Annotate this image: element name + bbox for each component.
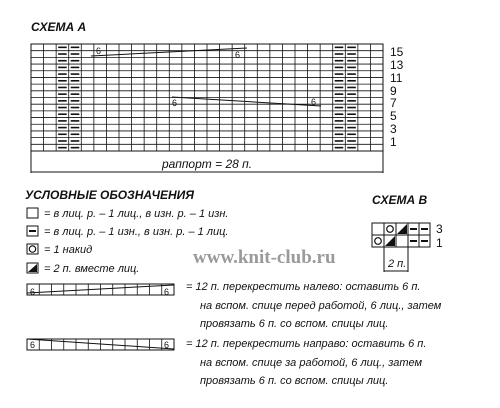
cable-right-text: на вспом. спице за работой, 6 лиц., затем: [200, 357, 423, 369]
cable-left-text: = 12 п. перекрестить налево: оставить 6 п.: [186, 281, 421, 293]
cable-left-text: на вспом. спице перед работой, 6 лиц., затем: [200, 300, 442, 312]
legend-text: = 2 п. вместе лиц.: [44, 263, 140, 275]
cable-top-label-left: 6: [96, 46, 102, 56]
legend-text: = в лиц. р. – 1 изн., в изн. р. – 1 лиц.: [44, 226, 229, 238]
legend-title: УСЛОВНЫЕ ОБОЗНАЧЕНИЯ: [25, 188, 195, 202]
scheme-b-title: СХЕМА В: [372, 193, 428, 207]
watermark: www.knit-club.ru: [193, 247, 336, 268]
legend-text: = 1 накид: [44, 244, 93, 256]
legend-text: = в лиц. р. – 1 лиц., в изн. р. – 1 изн.: [44, 208, 229, 220]
empty-cell-icon: [27, 208, 38, 218]
cable-right-label-left: 6: [30, 340, 36, 350]
legend-item-yarn-over: [27, 244, 92, 256]
cable-right-text: провязать 6 п. со вспом. спицы лиц.: [200, 375, 389, 387]
cable-left-symbol: [27, 284, 174, 297]
row-number: 5: [390, 109, 397, 123]
cable-right-text: = 12 п. перекрестить направо: оставить 6 п.: [186, 338, 427, 350]
scheme-b-row-number: 1: [436, 236, 443, 250]
row-number: 9: [390, 84, 397, 98]
cable-bottom-label-left: 6: [172, 98, 178, 108]
cable-right-symbol: [27, 339, 174, 350]
cable-top-label-right: 6: [235, 50, 241, 60]
legend-item-purl: [27, 226, 228, 238]
scheme-a-repeat-bracket: [31, 151, 383, 173]
cable-bottom-label-right: 6: [311, 97, 317, 107]
row-number: 13: [390, 58, 404, 72]
row-number: 1: [390, 135, 397, 149]
legend-item-k2tog: [27, 263, 139, 275]
row-number: 7: [390, 96, 397, 110]
repeat-label: раппорт = 28 п.: [162, 157, 253, 171]
cable-left-label-left: 6: [30, 287, 36, 297]
dash-cell-icon: [27, 226, 38, 236]
cable-left-text: провязать 6 п. со вспом. спицы лиц.: [200, 318, 389, 330]
scheme-a-title: СХЕМА А: [31, 20, 87, 34]
row-number: 11: [390, 71, 403, 85]
scheme-a-row-numbers: [390, 45, 404, 149]
legend-item-knit: [27, 208, 228, 220]
yarn-over-icon: [27, 244, 38, 254]
row-number: 3: [390, 122, 397, 136]
cable-right-label-right: 6: [164, 340, 170, 350]
cable-left-label-right: 6: [164, 287, 170, 297]
scheme-b-row-number: 3: [436, 222, 443, 236]
row-number: 15: [390, 45, 404, 59]
k2tog-icon: [27, 263, 38, 273]
scheme-b-repeat-label: 2 п.: [388, 258, 407, 270]
scheme-a-grid: [31, 44, 383, 151]
